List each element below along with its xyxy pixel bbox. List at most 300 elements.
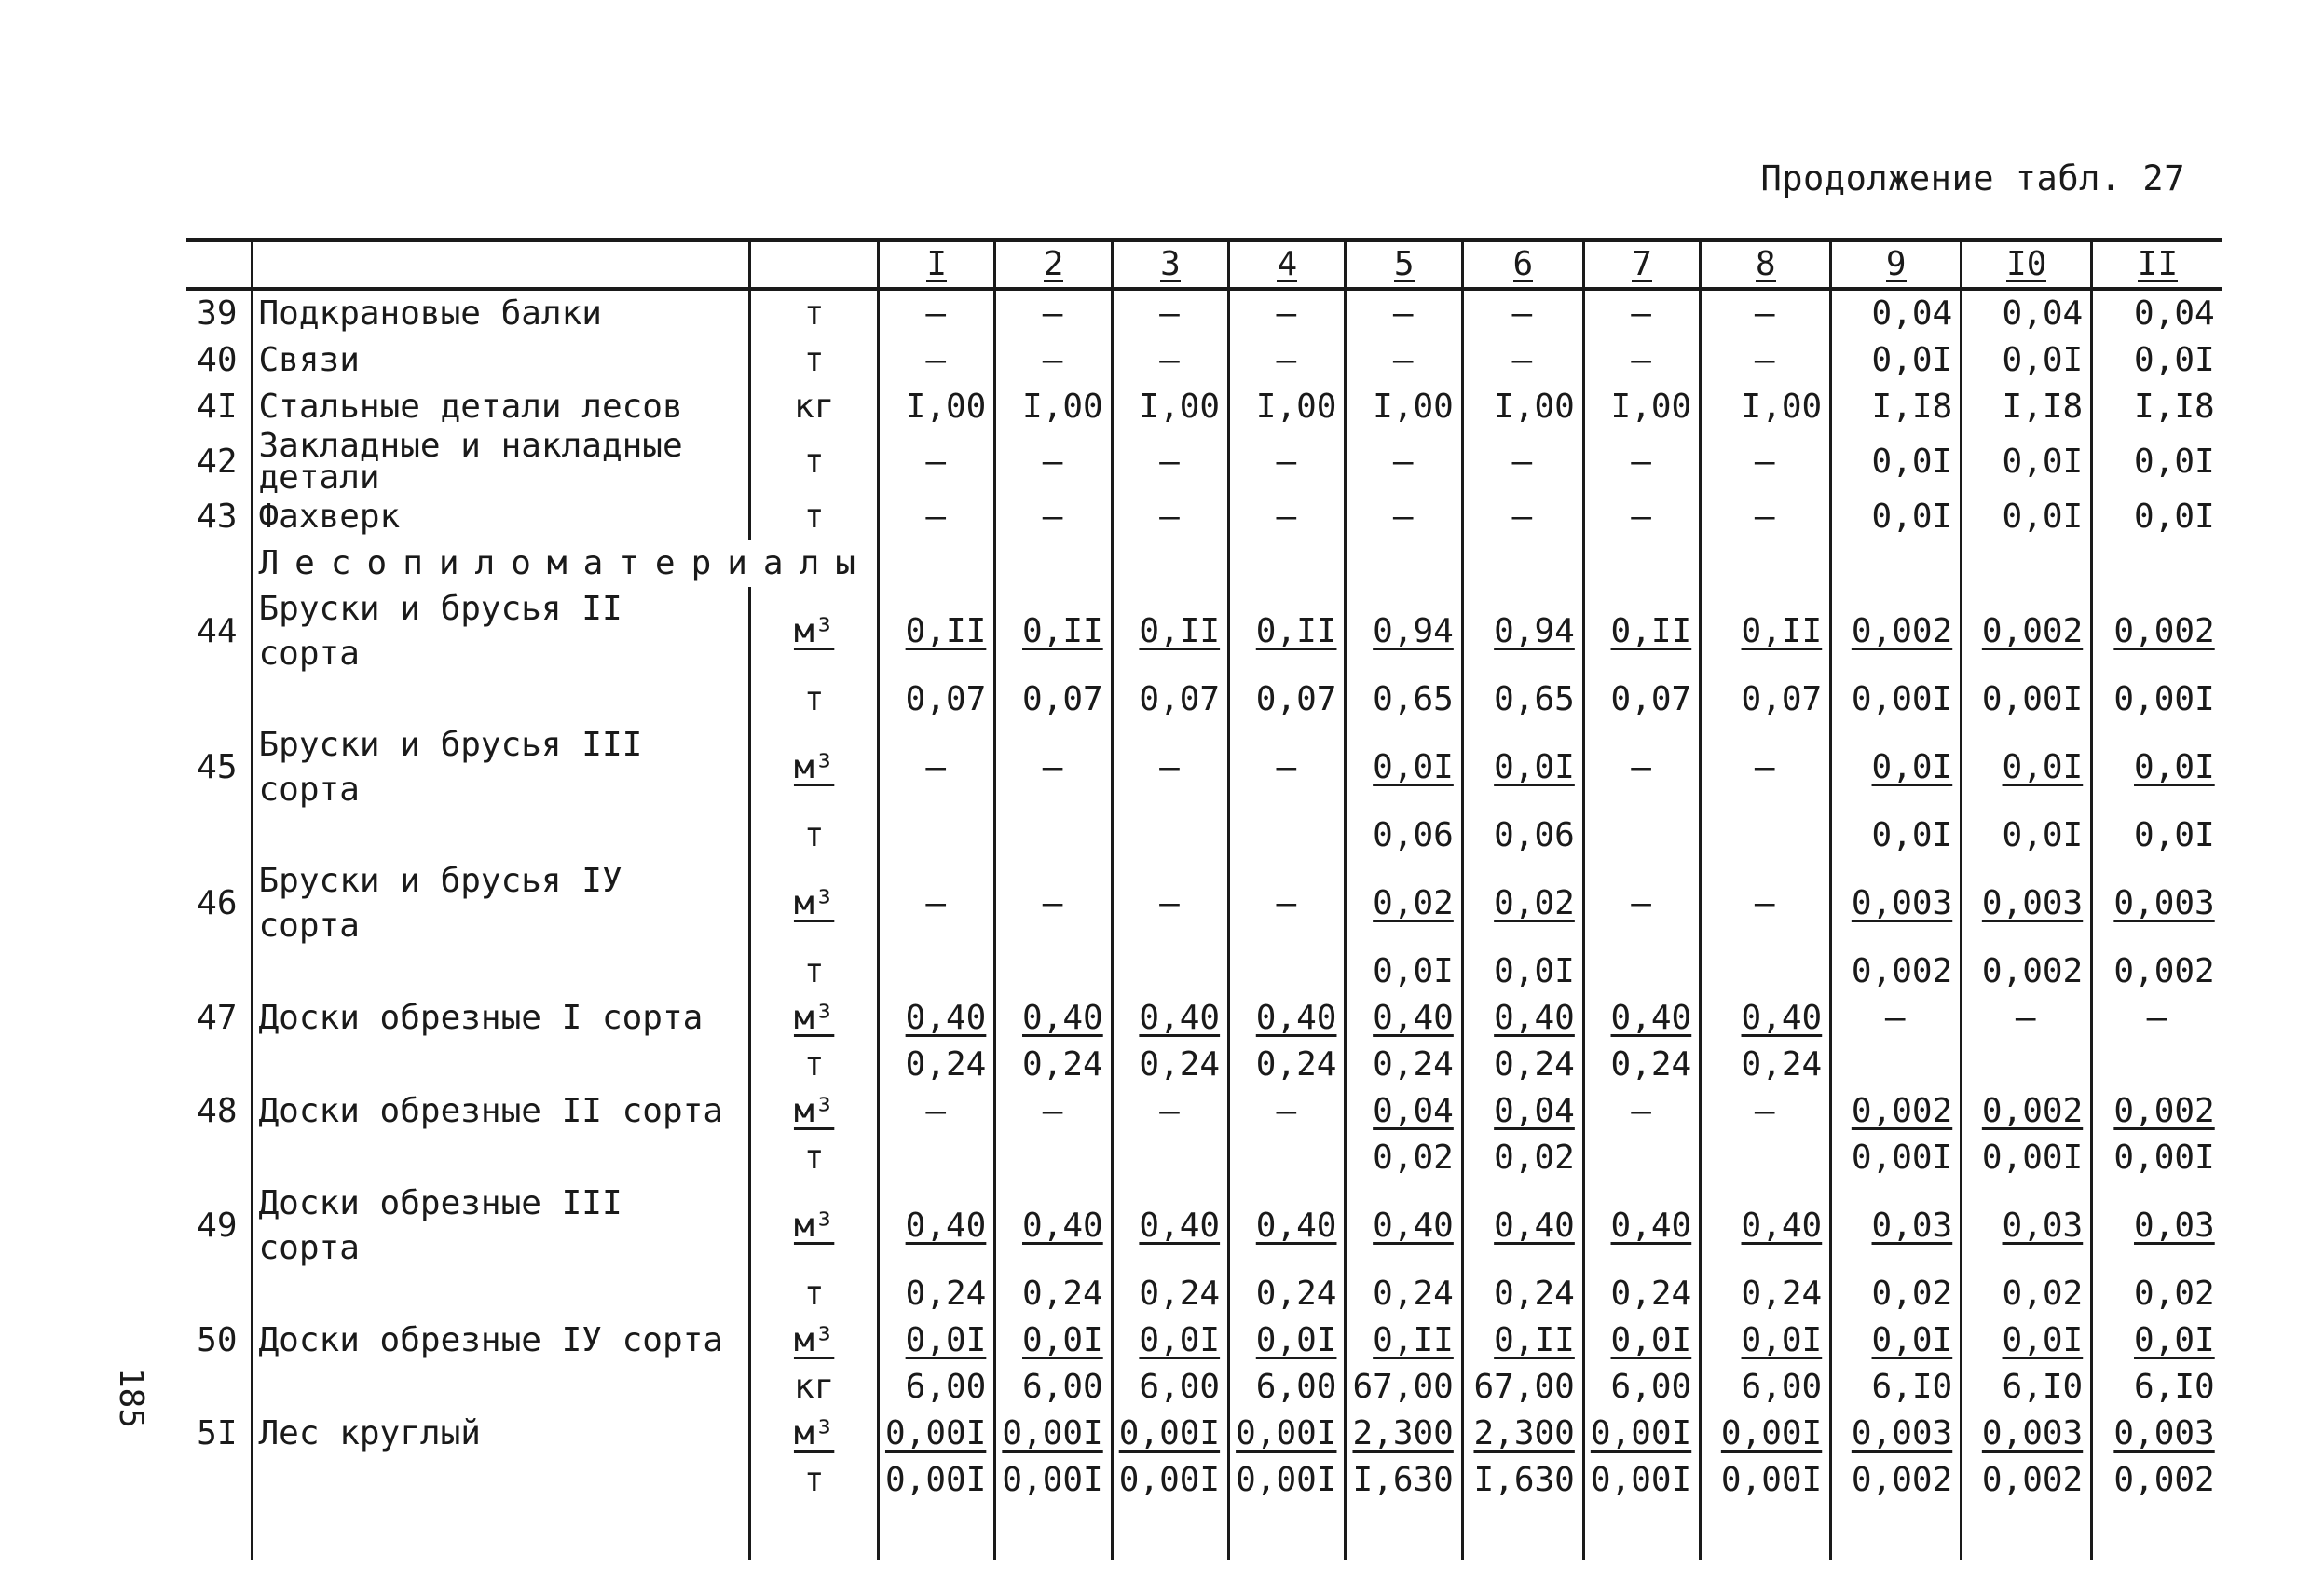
unit-cell: м³ (750, 1411, 879, 1457)
value: 0,40 (1373, 1206, 1454, 1245)
value: – (925, 340, 946, 379)
value: 0,03 (2134, 1206, 2215, 1245)
value-cell (1701, 1317, 1831, 1364)
material-name: Лес круглый (252, 1411, 750, 1457)
value-cell (995, 1042, 1112, 1088)
section-title: Лесопиломатериалы (252, 540, 878, 587)
value: – (1042, 747, 1063, 786)
value-cell (1346, 1364, 1462, 1411)
header-cell (1462, 240, 1583, 289)
value: – (1754, 293, 1775, 333)
value: 0,04 (1373, 1091, 1454, 1130)
value-cell (995, 1457, 1112, 1504)
value-cell (1112, 859, 1228, 948)
value: – (1392, 442, 1414, 481)
value: 0,0I (1139, 1320, 1221, 1359)
value: 0,002 (2113, 1460, 2215, 1499)
value-cell (1583, 1364, 1700, 1411)
header-cell (750, 240, 879, 289)
value-cell (1462, 1317, 1583, 1364)
value: 0,24 (1610, 1044, 1692, 1084)
value: – (1754, 442, 1775, 481)
value-cell (878, 1088, 994, 1135)
value-cell (1462, 1042, 1583, 1088)
value: 0,0I (905, 1320, 987, 1359)
value: 0,40 (1610, 1206, 1692, 1245)
value: – (1754, 1091, 1775, 1130)
table-row (186, 1317, 2222, 1364)
value-cell (1229, 337, 1346, 384)
value: 0,0I (2002, 1320, 2084, 1359)
value: 0,00I (1236, 1460, 1337, 1499)
value: – (1276, 442, 1297, 481)
value: 0,00I (884, 1460, 987, 1499)
value-cell (995, 1317, 1112, 1364)
material-name (252, 1135, 750, 1181)
value: – (1392, 497, 1414, 536)
value-cell (1962, 1317, 2092, 1364)
value: 0,002 (1851, 951, 1953, 990)
value-cell (1112, 430, 1228, 494)
value: 0,0I (2134, 442, 2215, 481)
value: 0,06 (1373, 815, 1454, 854)
value-cell (1346, 494, 1462, 540)
empty-cell (878, 1504, 994, 1560)
value-cell (1583, 1411, 1700, 1457)
value-cell (1831, 540, 1962, 587)
value: 0,0I (1871, 442, 1953, 481)
value-cell (1112, 1135, 1228, 1181)
value-cell (1962, 1135, 2092, 1181)
value: 0,07 (1139, 679, 1221, 718)
value-cell (1962, 995, 2092, 1042)
value: 0,00I (1590, 1413, 1692, 1453)
value: – (1631, 442, 1651, 481)
table-caption: Продолжение табл. 27 (1760, 158, 2185, 198)
value-cell (1346, 384, 1462, 430)
value-cell (878, 1271, 994, 1317)
value: 67,00 (1352, 1367, 1454, 1406)
value-cell (1229, 384, 1346, 430)
unit-cell: м³ (750, 1088, 879, 1135)
value: 0,0I (1373, 747, 1454, 786)
row-number: 47 (197, 998, 238, 1037)
value-cell (1583, 540, 1700, 587)
value-cell (1962, 1088, 2092, 1135)
value: 0,0I (1741, 1320, 1823, 1359)
table-body (186, 289, 2222, 1560)
table-row (186, 337, 2222, 384)
value-cell (1701, 1411, 1831, 1457)
header-label: 6 (1512, 245, 1534, 284)
value-cell (1462, 1181, 1583, 1271)
value-cell (1229, 587, 1346, 676)
header-cell (878, 240, 994, 289)
value: 0,04 (2134, 293, 2215, 333)
header-label: 7 (1632, 245, 1652, 284)
header-cell (2092, 240, 2222, 289)
value-cell (995, 723, 1112, 812)
value: 0,003 (1981, 883, 2084, 922)
value: 0,0I (2134, 1320, 2215, 1359)
value-cell (995, 1181, 1112, 1271)
value-cell (1962, 1271, 2092, 1317)
value: I,I8 (1871, 387, 1953, 426)
value-cell (1346, 1457, 1462, 1504)
value-cell (1583, 494, 1700, 540)
value: 0,40 (1610, 998, 1692, 1037)
table-header (186, 240, 2222, 289)
row-number: 50 (197, 1320, 238, 1359)
value-cell (1112, 540, 1228, 587)
value-cell (1583, 337, 1700, 384)
value: 6,00 (1139, 1367, 1221, 1406)
value-cell (1831, 1042, 1962, 1088)
value: 6,I0 (2134, 1367, 2215, 1406)
value: 67,00 (1473, 1367, 1575, 1406)
value: – (1884, 998, 1906, 1037)
material-name: Закладные и накладные детали (252, 430, 750, 494)
table-subrow (186, 1457, 2222, 1504)
unit-cell: т (750, 430, 879, 494)
value-cell (1112, 289, 1228, 337)
value: I,00 (1139, 387, 1221, 426)
value-cell (1112, 995, 1228, 1042)
value-cell (1583, 384, 1700, 430)
value: – (1631, 293, 1651, 333)
value: – (1042, 340, 1063, 379)
value-cell (1831, 587, 1962, 676)
header-label: II (2137, 245, 2179, 284)
value-cell (1229, 494, 1346, 540)
value-cell (878, 1317, 994, 1364)
unit-cell: т (750, 676, 879, 723)
value-cell (1701, 494, 1831, 540)
material-name (252, 1271, 750, 1317)
value-cell (1229, 1457, 1346, 1504)
header-cell (1346, 240, 1462, 289)
value: – (1042, 293, 1063, 333)
value: 0,07 (1022, 679, 1103, 718)
value: 0,0I (1255, 1320, 1337, 1359)
value: – (1631, 1091, 1651, 1130)
value-cell (1462, 859, 1583, 948)
value-cell (1462, 1457, 1583, 1504)
value-cell (2092, 1135, 2222, 1181)
value-cell (1701, 1088, 1831, 1135)
value-cell (1583, 1271, 1700, 1317)
value: 6,00 (1022, 1367, 1103, 1406)
value-cell (1229, 948, 1346, 995)
table-subrow (186, 1364, 2222, 1411)
value-cell (1229, 1088, 1346, 1135)
value: 0,02 (2134, 1274, 2215, 1313)
value-cell (1701, 1457, 1831, 1504)
value: I,I8 (2134, 387, 2215, 426)
value: 0,0I (1871, 747, 1953, 786)
value-cell (995, 289, 1112, 337)
value: 0,24 (1139, 1274, 1221, 1313)
value-cell (1346, 676, 1462, 723)
value-cell (1701, 676, 1831, 723)
value: – (1042, 442, 1063, 481)
value-cell (878, 1411, 994, 1457)
value: 0,02 (1373, 883, 1454, 922)
value: I,630 (1352, 1460, 1454, 1499)
value-cell (1831, 676, 1962, 723)
header-label: 9 (1885, 245, 1907, 284)
value-cell (878, 494, 994, 540)
header-cell (1701, 240, 1831, 289)
value: 0,0I (2002, 442, 2084, 481)
value-cell (1962, 540, 2092, 587)
table-row (186, 384, 2222, 430)
row-number (186, 1271, 252, 1317)
value-cell (1583, 289, 1700, 337)
filler-row (186, 1504, 2222, 1560)
material-name (252, 812, 750, 859)
table-row (186, 1181, 2222, 1271)
value: – (1159, 747, 1180, 786)
value-cell (1462, 1088, 1583, 1135)
header-label: I0 (2006, 245, 2047, 284)
value: 0,II (1139, 611, 1221, 650)
value-cell (2092, 676, 2222, 723)
value-cell (1583, 676, 1700, 723)
value-cell (995, 676, 1112, 723)
value-cell (995, 812, 1112, 859)
value-cell (1831, 1088, 1962, 1135)
value: 0,00I (1720, 1460, 1823, 1499)
value: 0,002 (2113, 951, 2215, 990)
material-name (252, 1457, 750, 1504)
value-cell (1346, 1317, 1462, 1364)
value: 0,40 (1741, 998, 1823, 1037)
value-cell (878, 540, 994, 587)
header-label: 3 (1160, 245, 1181, 284)
header-label: 8 (1755, 245, 1776, 284)
header-label: 4 (1277, 245, 1298, 284)
value-cell (878, 676, 994, 723)
value: 0,00I (1118, 1413, 1221, 1453)
value: – (1276, 1091, 1297, 1130)
value-cell (1462, 430, 1583, 494)
value-cell (995, 337, 1112, 384)
value: – (1511, 293, 1533, 333)
empty-cell (1583, 1504, 1700, 1560)
row-number (186, 948, 252, 995)
value: 0,40 (1022, 1206, 1103, 1245)
header-row (186, 240, 2222, 289)
row-number: 45 (197, 747, 238, 786)
row-number: 48 (197, 1091, 238, 1130)
value-cell (2092, 587, 2222, 676)
row-number (186, 812, 252, 859)
row-number: 44 (197, 611, 238, 650)
value-cell (1462, 995, 1583, 1042)
value-cell (1346, 1181, 1462, 1271)
value: 0,002 (1981, 611, 2084, 650)
value: 0,02 (1871, 1274, 1953, 1313)
value-cell (1962, 1457, 2092, 1504)
material-name: Доски обрезные III сорта (252, 1181, 750, 1271)
empty-cell (1229, 1504, 1346, 1560)
value-cell (2092, 430, 2222, 494)
value-cell (1831, 1457, 1962, 1504)
value: – (1754, 883, 1775, 922)
material-name (252, 1042, 750, 1088)
empty-cell (186, 1504, 252, 1560)
value-cell (1346, 859, 1462, 948)
value: – (1631, 340, 1651, 379)
value-cell (995, 995, 1112, 1042)
value-cell (2092, 1411, 2222, 1457)
value-cell (1962, 494, 2092, 540)
value: 0,40 (1373, 998, 1454, 1037)
value-cell (1112, 948, 1228, 995)
table-subrow (186, 1271, 2222, 1317)
value: 0,04 (2002, 293, 2084, 333)
value-cell (1962, 337, 2092, 384)
value-cell (1701, 723, 1831, 812)
value: 0,0I (2134, 747, 2215, 786)
value-cell (1112, 1317, 1228, 1364)
value-cell (878, 995, 994, 1042)
value: 0,00I (1002, 1460, 1103, 1499)
header-cell (1229, 240, 1346, 289)
value: – (925, 497, 946, 536)
unit-cell: т (750, 1457, 879, 1504)
value-cell (1962, 384, 2092, 430)
value-cell (878, 587, 994, 676)
empty-cell (750, 1504, 879, 1560)
value: 0,II (1610, 611, 1692, 650)
value-cell (1962, 948, 2092, 995)
value-cell (2092, 384, 2222, 430)
value: 0,003 (1851, 883, 1953, 922)
value: 0,II (1022, 611, 1103, 650)
value-cell (878, 723, 994, 812)
table-subrow (186, 676, 2222, 723)
row-number (186, 676, 252, 723)
value: – (1511, 442, 1533, 481)
value-cell (878, 1042, 994, 1088)
material-name: Фахверк (252, 494, 750, 540)
unit-cell: м³ (750, 1181, 879, 1271)
value: 0,94 (1373, 611, 1454, 650)
value-cell (1701, 1181, 1831, 1271)
value-cell (1112, 812, 1228, 859)
value: 0,24 (1373, 1044, 1454, 1084)
value-cell (1831, 995, 1962, 1042)
value: 2,300 (1352, 1413, 1454, 1453)
value-cell (878, 289, 994, 337)
value-cell (1962, 812, 2092, 859)
value-cell (1112, 723, 1228, 812)
value: 0,003 (1851, 1413, 1953, 1453)
value-cell (1831, 430, 1962, 494)
value-cell (995, 1271, 1112, 1317)
header-cell (1962, 240, 2092, 289)
value-cell (1583, 1135, 1700, 1181)
value-cell (1462, 723, 1583, 812)
unit-cell: м³ (750, 859, 879, 948)
unit-cell: м³ (750, 587, 879, 676)
unit-cell: м³ (750, 995, 879, 1042)
value-cell (1701, 430, 1831, 494)
value-cell (2092, 1271, 2222, 1317)
value-cell (995, 1135, 1112, 1181)
value-cell (1346, 540, 1462, 587)
value-cell (995, 859, 1112, 948)
empty-cell (1701, 1504, 1831, 1560)
value-cell (1831, 1364, 1962, 1411)
unit-cell: т (750, 337, 879, 384)
material-name (252, 948, 750, 995)
value: 6,00 (1610, 1367, 1692, 1406)
header-cell (1583, 240, 1700, 289)
value: – (1754, 747, 1775, 786)
value: 0,65 (1494, 679, 1575, 718)
value: – (1159, 497, 1180, 536)
value-cell (1701, 995, 1831, 1042)
value-cell (1346, 587, 1462, 676)
value-cell (1962, 430, 2092, 494)
value: – (1042, 883, 1063, 922)
value-cell (1112, 1457, 1228, 1504)
value: 0,40 (1494, 998, 1575, 1037)
value: 0,0I (2134, 497, 2215, 536)
value-cell (1831, 1181, 1962, 1271)
value-cell (2092, 337, 2222, 384)
value-cell (1701, 384, 1831, 430)
value: 0,07 (1610, 679, 1692, 718)
unit-cell: т (750, 812, 879, 859)
value-cell (2092, 1317, 2222, 1364)
value: – (1042, 1091, 1063, 1130)
value-cell (1229, 1135, 1346, 1181)
value: I,00 (905, 387, 987, 426)
value: 0,24 (905, 1044, 987, 1084)
value: 0,40 (1741, 1206, 1823, 1245)
value: 0,II (1255, 611, 1337, 650)
value: 0,002 (2113, 1091, 2215, 1130)
value-cell (1962, 1042, 2092, 1088)
value-cell (1701, 859, 1831, 948)
value: 0,002 (2113, 611, 2215, 650)
value-cell (1112, 384, 1228, 430)
value-cell (1462, 494, 1583, 540)
page-number: 185 (112, 1367, 151, 1429)
value-cell (878, 1135, 994, 1181)
value-cell (1583, 723, 1700, 812)
value: 0,24 (1610, 1274, 1692, 1313)
value: I,00 (1610, 387, 1692, 426)
value-cell (1462, 587, 1583, 676)
value-cell (878, 430, 994, 494)
value: – (1276, 883, 1297, 922)
unit-cell: кг (750, 1364, 879, 1411)
value-cell (1112, 494, 1228, 540)
row-number: 4I (197, 387, 238, 426)
value-cell (878, 812, 994, 859)
value: 0,04 (1494, 1091, 1575, 1130)
value: – (925, 883, 946, 922)
value: 0,00I (884, 1413, 987, 1453)
value: 0,24 (1494, 1044, 1575, 1084)
value-cell (878, 859, 994, 948)
value-cell (995, 587, 1112, 676)
